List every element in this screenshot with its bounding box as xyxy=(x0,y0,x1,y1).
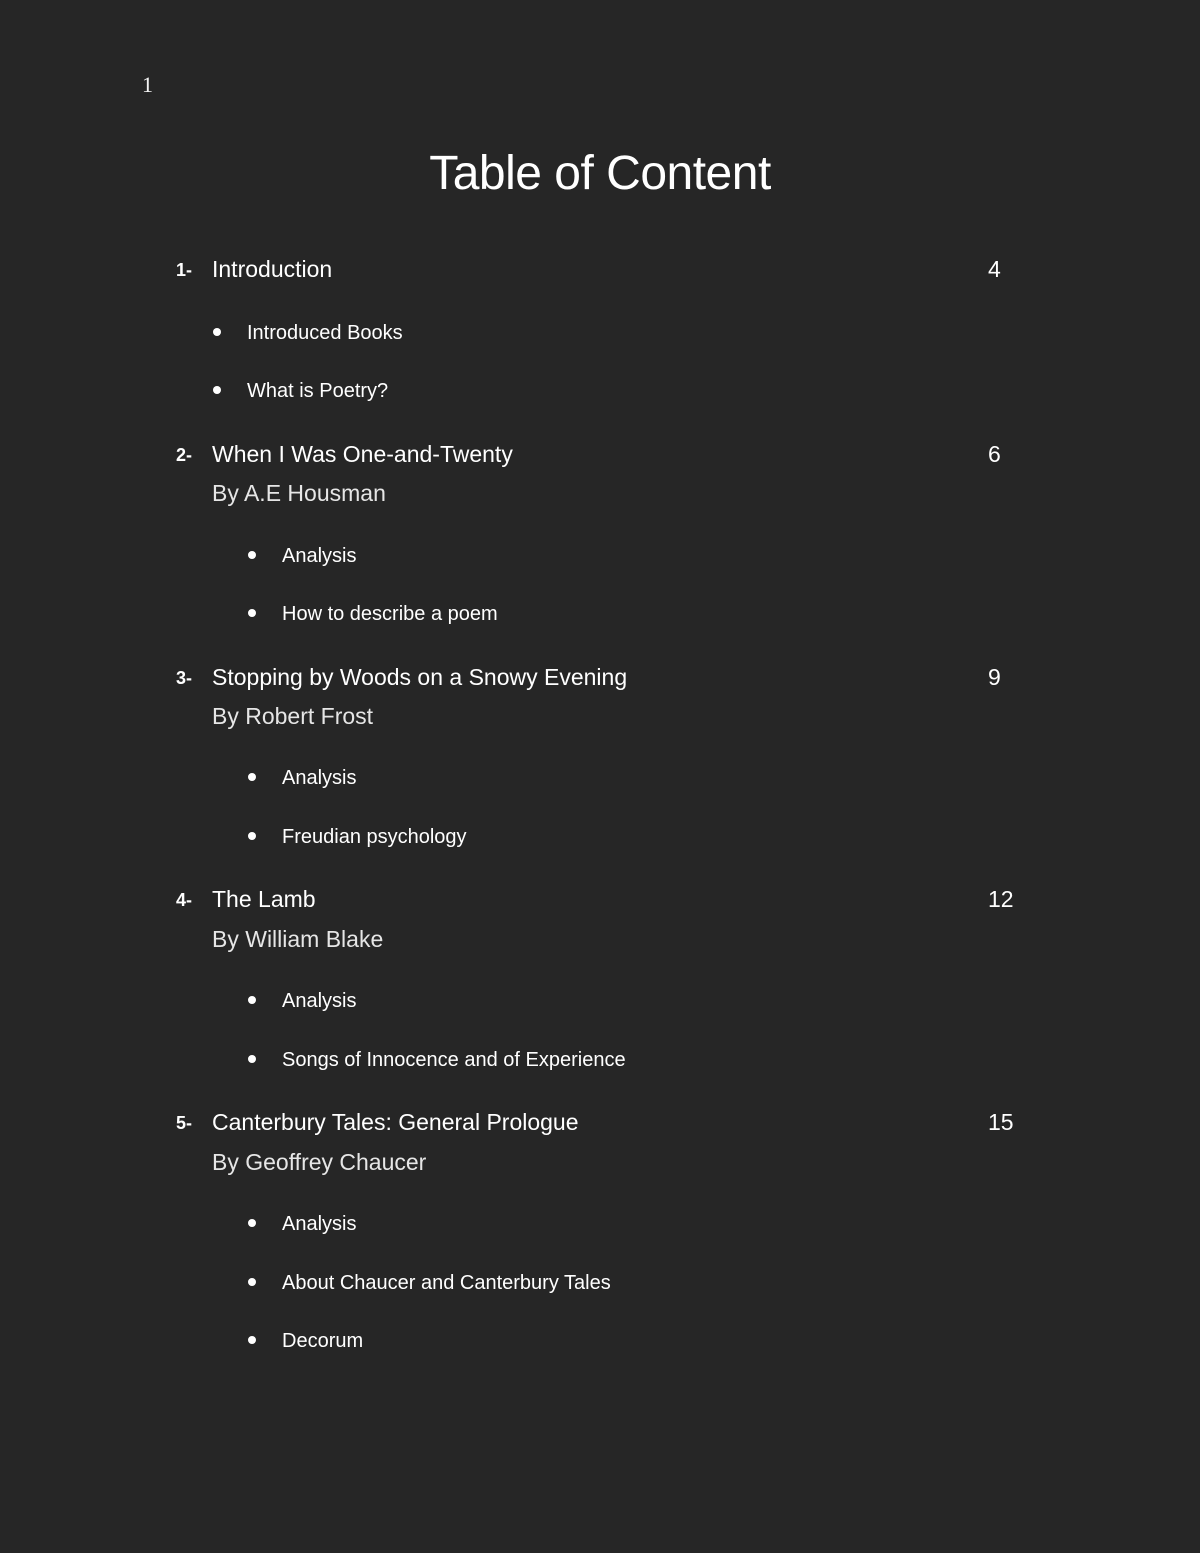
bullet-icon xyxy=(248,773,256,781)
page-number: 1 xyxy=(142,72,153,97)
toc-subitem-label: Analysis xyxy=(282,545,357,567)
toc-entry-title[interactable]: The Lamb xyxy=(212,886,316,912)
toc-subitem[interactable] xyxy=(248,990,356,1020)
toc-entry-author: By A.E Housman xyxy=(212,480,386,506)
toc-subitem-label: Decorum xyxy=(282,1330,364,1352)
bullet-icon xyxy=(248,551,256,559)
bullet-icon xyxy=(248,1055,256,1063)
toc-subitem[interactable] xyxy=(248,1213,356,1243)
toc-entry-introduction[interactable] xyxy=(176,256,1036,290)
toc-entry-author: By Robert Frost xyxy=(212,703,374,729)
toc-entry-title[interactable]: Stopping by Woods on a Snowy Evening xyxy=(212,664,628,690)
toc-subitem[interactable] xyxy=(248,826,467,856)
toc-entry-canterbury-tales[interactable] xyxy=(176,1109,1036,1143)
toc-subitem-label: Songs of Innocence and of Experience xyxy=(282,1049,626,1071)
toc-entry-title[interactable]: Introduction xyxy=(212,256,333,282)
toc-subitem-label: Analysis xyxy=(282,1213,357,1235)
toc-entry-number: 4- xyxy=(176,890,193,910)
toc-subitem[interactable] xyxy=(248,1272,611,1302)
toc-subitem[interactable] xyxy=(213,322,403,352)
toc-subitem-label: Analysis xyxy=(282,990,357,1012)
toc-entry-title[interactable]: Canterbury Tales: General Prologue xyxy=(212,1109,579,1135)
bullet-icon xyxy=(248,609,256,617)
bullet-icon xyxy=(248,1278,256,1286)
toc-entry-number: 3- xyxy=(176,668,193,688)
bullet-icon xyxy=(248,832,256,840)
bullet-icon xyxy=(248,1336,256,1344)
toc-entry-author: By William Blake xyxy=(212,926,384,952)
toc-subitem-label: Introduced Books xyxy=(247,322,403,344)
toc-subitem-label: About Chaucer and Canterbury Tales xyxy=(282,1272,611,1294)
toc-entry-page: 15 xyxy=(988,1109,1014,1135)
toc-entry-page: 6 xyxy=(988,441,1001,467)
toc-entry-title[interactable]: When I Was One-and-Twenty xyxy=(212,441,513,467)
toc-entry-number: 2- xyxy=(176,445,193,465)
toc-subitem-label: Freudian psychology xyxy=(282,826,467,848)
toc-subitem[interactable] xyxy=(248,1330,363,1360)
toc-entry-the-lamb[interactable] xyxy=(176,886,1036,920)
page-title: Table of Content xyxy=(429,147,771,200)
toc-subitem[interactable] xyxy=(248,1049,626,1079)
toc-subitem-label: What is Poetry? xyxy=(247,380,389,402)
toc-entry-page: 9 xyxy=(988,664,1001,690)
toc-subitem-label: Analysis xyxy=(282,767,357,789)
toc-entry-page: 4 xyxy=(988,256,1001,282)
toc-entry-number: 1- xyxy=(176,260,193,280)
bullet-icon xyxy=(213,328,221,336)
toc-subitem[interactable] xyxy=(248,545,356,575)
toc-entry-when-i-was-one-and-twenty[interactable] xyxy=(176,441,1036,475)
toc-subitem[interactable] xyxy=(213,380,388,410)
toc-entry-number: 5- xyxy=(176,1113,193,1133)
bullet-icon xyxy=(213,386,221,394)
toc-subitem[interactable] xyxy=(248,767,356,797)
toc-entry-author: By Geoffrey Chaucer xyxy=(212,1149,427,1175)
toc-entry-stopping-by-woods[interactable] xyxy=(176,664,1036,698)
toc-entry-page: 12 xyxy=(988,886,1014,912)
bullet-icon xyxy=(248,996,256,1004)
toc-subitem-label: How to describe a poem xyxy=(282,603,498,625)
toc-subitem[interactable] xyxy=(248,603,498,633)
bullet-icon xyxy=(248,1219,256,1227)
